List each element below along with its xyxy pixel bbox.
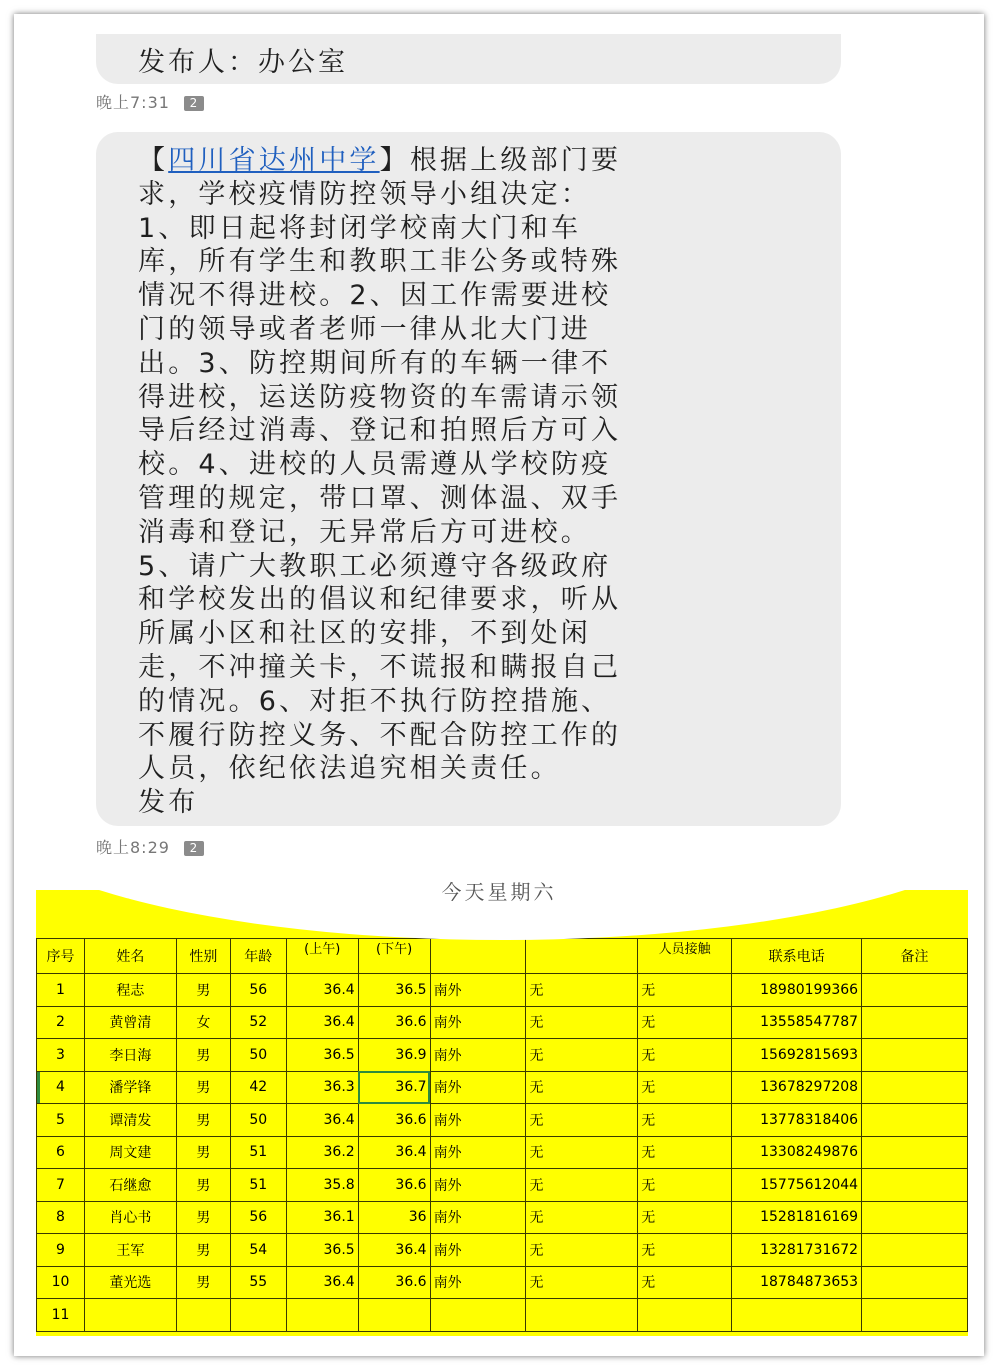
cell-remark[interactable] (862, 974, 968, 1007)
message-2-text (138, 144, 806, 820)
cell-temp-am[interactable] (286, 1299, 358, 1332)
cell-phone[interactable]: 13308249876 (732, 1136, 862, 1169)
date-divider: 今天星期六 (441, 880, 557, 904)
cell-location[interactable]: 南外 (430, 1104, 526, 1137)
cell-age[interactable]: 51 (230, 1136, 286, 1169)
cell-contact[interactable]: 无 (638, 974, 732, 1007)
header-cut-text: (下午) (376, 941, 413, 957)
cell-symptoms[interactable]: 无 (526, 1169, 638, 1202)
cell-name[interactable] (84, 1299, 176, 1332)
cell-gender[interactable]: 女 (176, 1006, 230, 1039)
sender-open-bracket: 【 (138, 145, 169, 176)
header-cell: 性别 (176, 939, 230, 974)
spreadsheet-image (36, 890, 968, 1336)
cell-contact[interactable]: 无 (638, 1006, 732, 1039)
cell-symptoms[interactable]: 无 (526, 1006, 638, 1039)
cell-index[interactable]: 5 (37, 1104, 85, 1137)
message-1-meta (96, 90, 204, 113)
cell-location[interactable]: 南外 (430, 1039, 526, 1072)
header-cell: 序号 (37, 939, 85, 974)
sim-card-icon: 2 (184, 841, 204, 856)
cell-age[interactable]: 56 (230, 1201, 286, 1234)
cell-location[interactable]: 南外 (430, 974, 526, 1007)
cell-symptoms[interactable]: 无 (526, 1071, 638, 1104)
header-cell (430, 939, 526, 974)
message-2-meta (96, 835, 204, 858)
cell-name[interactable]: 程志 (84, 974, 176, 1007)
cell-remark[interactable] (862, 1234, 968, 1267)
cell-gender[interactable]: 男 (176, 1234, 230, 1267)
cell-temp-am[interactable]: 36.3 (286, 1071, 358, 1104)
cell-location[interactable] (430, 1299, 526, 1332)
header-cut-text: 人员接触 (658, 941, 711, 957)
cell-contact[interactable]: 无 (638, 1234, 732, 1267)
sender-close-bracket: 】 (379, 145, 410, 176)
cell-remark[interactable] (862, 1071, 968, 1104)
table-row (37, 1039, 968, 1072)
cell-remark[interactable] (862, 1299, 968, 1332)
cell-remark[interactable] (862, 1006, 968, 1039)
cell-gender[interactable]: 男 (176, 1136, 230, 1169)
cell-age[interactable]: 51 (230, 1169, 286, 1202)
header-cell: 年龄 (230, 939, 286, 974)
cell-symptoms[interactable]: 无 (526, 1201, 638, 1234)
cell-location[interactable]: 南外 (430, 1201, 526, 1234)
cell-phone[interactable]: 15692815693 (732, 1039, 862, 1072)
header-cell (358, 939, 430, 974)
cell-name[interactable]: 董光选 (84, 1266, 176, 1299)
cell-remark[interactable] (862, 1169, 968, 1202)
cell-index[interactable]: 10 (37, 1266, 85, 1299)
cell-remark[interactable] (862, 1201, 968, 1234)
table-row (37, 1136, 968, 1169)
header-cell (526, 939, 638, 974)
table-row (37, 1266, 968, 1299)
cell-location[interactable]: 南外 (430, 1169, 526, 1202)
cell-index[interactable]: 8 (37, 1201, 85, 1234)
cell-contact[interactable]: 无 (638, 1104, 732, 1137)
cell-symptoms[interactable] (526, 1299, 638, 1332)
cell-gender[interactable]: 男 (176, 1169, 230, 1202)
cell-phone[interactable]: 18784873653 (732, 1266, 862, 1299)
temperature-table (36, 938, 968, 1332)
table-row (37, 1299, 968, 1332)
table-row (37, 1006, 968, 1039)
cell-name[interactable]: 肖心书 (84, 1201, 176, 1234)
cell-temp-am[interactable]: 36.4 (286, 1104, 358, 1137)
cell-contact[interactable]: 无 (638, 1266, 732, 1299)
table-row (37, 974, 968, 1007)
cell-gender[interactable]: 男 (176, 1104, 230, 1137)
cell-remark[interactable] (862, 1104, 968, 1137)
cell-index[interactable]: 3 (37, 1039, 85, 1072)
cell-temp-pm[interactable]: 36.6 (358, 1104, 430, 1137)
header-cell (286, 939, 358, 974)
cell-temp-pm[interactable]: 36 (358, 1201, 430, 1234)
cell-age[interactable]: 50 (230, 1104, 286, 1137)
cell-symptoms[interactable]: 无 (526, 974, 638, 1007)
cell-gender[interactable]: 男 (176, 974, 230, 1007)
cell-location[interactable]: 南外 (430, 1266, 526, 1299)
cell-index[interactable]: 11 (37, 1299, 85, 1332)
cell-temp-pm[interactable]: 36.6 (358, 1266, 430, 1299)
cell-index[interactable]: 9 (37, 1234, 85, 1267)
message-2-time: 晚上8:29 (96, 838, 170, 857)
cell-age[interactable]: 55 (230, 1266, 286, 1299)
cell-temp-am[interactable]: 36.4 (286, 1006, 358, 1039)
table-row (37, 1234, 968, 1267)
table-row (37, 1071, 968, 1104)
cell-temp-pm[interactable]: 36.9 (358, 1039, 430, 1072)
cell-temp-pm[interactable]: 36.5 (358, 974, 430, 1007)
table-row (37, 1201, 968, 1234)
cell-temp-pm[interactable]: 36.7 (358, 1071, 430, 1104)
message-2-body: 根据上级部门要 求，学校疫情防控领导小组决定： 1、即日起将封闭学校南大门和车 库，所有学生和教职工非公务或特殊 情况不得进校。2、因工作需要进校 门的领导或者老师一律从北大门进 出。3、防控期间所有的车辆一律不 得进校，运送防疫物资的车需请示领 导后经过消毒、登记和拍照后方可入 校。4、进校的人员需遵从学校防疫 管理的规定，带口罩、测体温、双手 消毒和登记，无异常后方可进校。 5、请广大教职工必须遵守各级政府 和学校发出的倡议和纪律要求，听从 所属小区和社区的安排，不到处闲 走，不冲撞关卡，不谎报和瞒报自己 的情况。6、对拒不执行防控措施、 不履行防控义务、不配合防控工作的 人员，依纪依法追究相关责任。 发布 (138, 145, 622, 819)
cell-temp-pm[interactable]: 36.6 (358, 1169, 430, 1202)
table-row (37, 1104, 968, 1137)
cell-symptoms[interactable]: 无 (526, 1039, 638, 1072)
cell-location[interactable]: 南外 (430, 1136, 526, 1169)
cell-symptoms[interactable]: 无 (526, 1136, 638, 1169)
cell-temp-pm[interactable]: 36.4 (358, 1136, 430, 1169)
cell-age[interactable]: 50 (230, 1039, 286, 1072)
cell-symptoms[interactable]: 无 (526, 1234, 638, 1267)
header-cell: 备注 (862, 939, 968, 974)
cell-phone[interactable]: 13678297208 (732, 1071, 862, 1104)
cell-index[interactable]: 2 (37, 1006, 85, 1039)
cell-temp-am[interactable]: 36.5 (286, 1039, 358, 1072)
cell-contact[interactable]: 无 (638, 1169, 732, 1202)
cell-temp-am[interactable]: 36.5 (286, 1234, 358, 1267)
cell-index[interactable]: 1 (37, 974, 85, 1007)
cell-temp-am[interactable]: 36.4 (286, 1266, 358, 1299)
cell-gender[interactable]: 男 (176, 1039, 230, 1072)
cell-contact[interactable]: 无 (638, 1136, 732, 1169)
cell-temp-pm[interactable]: 36.4 (358, 1234, 430, 1267)
cell-gender[interactable]: 男 (176, 1201, 230, 1234)
cell-contact[interactable]: 无 (638, 1201, 732, 1234)
header-cell: 联系电话 (732, 939, 862, 974)
table-row (37, 1169, 968, 1202)
cell-remark[interactable] (862, 1136, 968, 1169)
sender-link[interactable]: 四川省达州中学 (168, 145, 380, 176)
cell-gender[interactable] (176, 1299, 230, 1332)
cell-name[interactable]: 李日海 (84, 1039, 176, 1072)
cell-age[interactable]: 56 (230, 974, 286, 1007)
cell-temp-pm[interactable] (358, 1299, 430, 1332)
cell-temp-am[interactable]: 36.2 (286, 1136, 358, 1169)
cell-temp-am[interactable]: 36.4 (286, 974, 358, 1007)
message-bubble-2[interactable] (96, 132, 841, 826)
cell-remark[interactable] (862, 1266, 968, 1299)
message-bubble-1[interactable] (96, 34, 841, 84)
cell-phone[interactable]: 13281731672 (732, 1234, 862, 1267)
cell-location[interactable]: 南外 (430, 1234, 526, 1267)
cell-temp-am[interactable]: 35.8 (286, 1169, 358, 1202)
cell-name[interactable]: 黄曾清 (84, 1006, 176, 1039)
table-header-row (37, 939, 968, 974)
cell-location[interactable]: 南外 (430, 1071, 526, 1104)
cell-remark[interactable] (862, 1039, 968, 1072)
cell-symptoms[interactable]: 无 (526, 1104, 638, 1137)
cell-name[interactable]: 潘学锋 (84, 1071, 176, 1104)
header-cell (638, 939, 732, 974)
cell-age[interactable]: 54 (230, 1234, 286, 1267)
header-cell: 姓名 (84, 939, 176, 974)
cell-phone[interactable]: 13778318406 (732, 1104, 862, 1137)
cell-name[interactable]: 周文建 (84, 1136, 176, 1169)
cell-age[interactable]: 42 (230, 1071, 286, 1104)
cell-phone[interactable]: 15775612044 (732, 1169, 862, 1202)
cell-phone[interactable]: 15281816169 (732, 1201, 862, 1234)
cell-temp-pm[interactable]: 36.6 (358, 1006, 430, 1039)
cell-location[interactable]: 南外 (430, 1006, 526, 1039)
cell-name[interactable]: 石继愈 (84, 1169, 176, 1202)
message-1-tail-text: 发布人：办公室 (138, 47, 348, 78)
cell-symptoms[interactable]: 无 (526, 1266, 638, 1299)
cell-gender[interactable]: 男 (176, 1266, 230, 1299)
cell-contact[interactable]: 无 (638, 1071, 732, 1104)
sim-card-icon: 2 (184, 96, 204, 111)
screenshot-frame (14, 14, 984, 1356)
cell-index[interactable]: 6 (37, 1136, 85, 1169)
cell-phone[interactable]: 18980199366 (732, 974, 862, 1007)
cell-age[interactable]: 52 (230, 1006, 286, 1039)
cell-temp-am[interactable]: 36.1 (286, 1201, 358, 1234)
cell-age[interactable] (230, 1299, 286, 1332)
cell-phone[interactable] (732, 1299, 862, 1332)
header-cut-text: (上午) (304, 941, 341, 957)
message-1-time: 晚上7:31 (96, 93, 170, 112)
cell-phone[interactable]: 13558547787 (732, 1006, 862, 1039)
cell-index[interactable]: 7 (37, 1169, 85, 1202)
cell-index[interactable]: 4 (37, 1071, 85, 1104)
cell-contact[interactable]: 无 (638, 1039, 732, 1072)
cell-gender[interactable]: 男 (176, 1071, 230, 1104)
cell-name[interactable]: 王军 (84, 1234, 176, 1267)
cell-name[interactable]: 谭清发 (84, 1104, 176, 1137)
cell-contact[interactable] (638, 1299, 732, 1332)
